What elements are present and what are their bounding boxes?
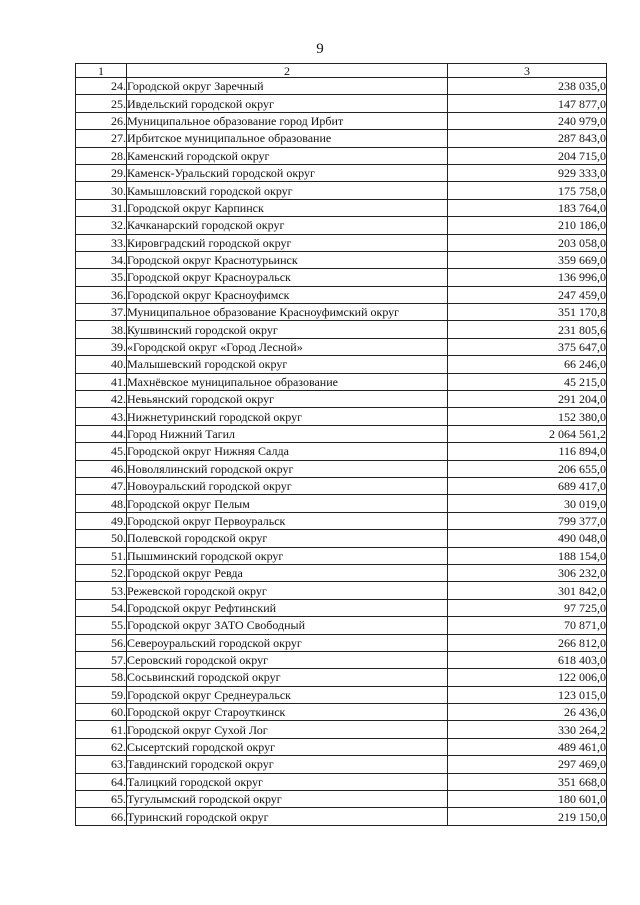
row-number: 37. bbox=[76, 304, 127, 321]
row-number: 45. bbox=[76, 443, 127, 460]
table-row bbox=[76, 199, 607, 216]
table-row bbox=[76, 147, 607, 164]
table-row bbox=[76, 425, 607, 442]
row-amount: 297 469,0 bbox=[448, 756, 607, 773]
allocation-table bbox=[75, 63, 607, 826]
row-number: 31. bbox=[76, 199, 127, 216]
municipality-name: Муниципальное образование город Ирбит bbox=[127, 112, 448, 129]
municipality-name: Сосьвинский городской округ bbox=[127, 669, 448, 686]
table-row bbox=[76, 477, 607, 494]
table-row bbox=[76, 738, 607, 755]
table-row bbox=[76, 495, 607, 512]
row-amount: 306 232,0 bbox=[448, 564, 607, 581]
row-amount: 351 668,0 bbox=[448, 773, 607, 790]
table-row bbox=[76, 356, 607, 373]
row-number: 53. bbox=[76, 582, 127, 599]
municipality-name: «Городской округ «Город Лесной» bbox=[127, 338, 448, 355]
municipality-name: Городской округ Ревда bbox=[127, 564, 448, 581]
row-amount: 26 436,0 bbox=[448, 704, 607, 721]
table-body bbox=[76, 78, 607, 826]
table-row bbox=[76, 599, 607, 616]
municipality-name: Каменский городской округ bbox=[127, 147, 448, 164]
row-amount: 206 655,0 bbox=[448, 460, 607, 477]
row-amount: 291 204,0 bbox=[448, 391, 607, 408]
municipality-name: Городской округ Красноуфимск bbox=[127, 286, 448, 303]
municipality-name: Ирбитское муниципальное образование bbox=[127, 130, 448, 147]
row-number: 62. bbox=[76, 738, 127, 755]
municipality-name: Ивдельский городской округ bbox=[127, 95, 448, 112]
table-row bbox=[76, 304, 607, 321]
table-row bbox=[76, 95, 607, 112]
municipality-name: Городской округ Заречный bbox=[127, 78, 448, 95]
municipality-name: Городской округ Сухой Лог bbox=[127, 721, 448, 738]
row-number: 40. bbox=[76, 356, 127, 373]
row-amount: 204 715,0 bbox=[448, 147, 607, 164]
row-amount: 2 064 561,2 bbox=[448, 425, 607, 442]
row-number: 32. bbox=[76, 217, 127, 234]
table-row bbox=[76, 773, 607, 790]
municipality-name: Серовский городской округ bbox=[127, 651, 448, 668]
row-amount: 351 170,8 bbox=[448, 304, 607, 321]
municipality-name: Городской округ ЗАТО Свободный bbox=[127, 617, 448, 634]
municipality-name: Городской округ Краснотурьинск bbox=[127, 251, 448, 268]
municipality-name: Североуральский городской округ bbox=[127, 634, 448, 651]
row-number: 30. bbox=[76, 182, 127, 199]
row-amount: 175 758,0 bbox=[448, 182, 607, 199]
municipality-name: Режевской городской округ bbox=[127, 582, 448, 599]
row-number: 64. bbox=[76, 773, 127, 790]
row-amount: 359 669,0 bbox=[448, 251, 607, 268]
row-number: 52. bbox=[76, 564, 127, 581]
row-number: 50. bbox=[76, 530, 127, 547]
row-number: 34. bbox=[76, 251, 127, 268]
municipality-name: Кушвинский городской округ bbox=[127, 321, 448, 338]
table-row bbox=[76, 704, 607, 721]
row-amount: 116 894,0 bbox=[448, 443, 607, 460]
row-amount: 66 246,0 bbox=[448, 356, 607, 373]
row-number: 24. bbox=[76, 78, 127, 95]
row-amount: 490 048,0 bbox=[448, 530, 607, 547]
row-amount: 689 417,0 bbox=[448, 477, 607, 494]
municipality-name: Городской округ Рефтинский bbox=[127, 599, 448, 616]
row-amount: 240 979,0 bbox=[448, 112, 607, 129]
municipality-name: Городской округ Среднеуральск bbox=[127, 686, 448, 703]
row-amount: 929 333,0 bbox=[448, 164, 607, 181]
municipality-name: Городской округ Первоуральск bbox=[127, 512, 448, 529]
row-number: 36. bbox=[76, 286, 127, 303]
municipality-name: Полевской городской округ bbox=[127, 530, 448, 547]
table-row bbox=[76, 634, 607, 651]
municipality-name: Невьянский городской округ bbox=[127, 391, 448, 408]
row-number: 46. bbox=[76, 460, 127, 477]
table-row bbox=[76, 408, 607, 425]
row-amount: 152 380,0 bbox=[448, 408, 607, 425]
row-amount: 301 842,0 bbox=[448, 582, 607, 599]
row-number: 26. bbox=[76, 112, 127, 129]
row-amount: 147 877,0 bbox=[448, 95, 607, 112]
table-row bbox=[76, 182, 607, 199]
municipality-name: Сысертский городской округ bbox=[127, 738, 448, 755]
row-number: 57. bbox=[76, 651, 127, 668]
row-number: 65. bbox=[76, 791, 127, 808]
row-number: 54. bbox=[76, 599, 127, 616]
row-number: 42. bbox=[76, 391, 127, 408]
row-amount: 97 725,0 bbox=[448, 599, 607, 616]
row-number: 25. bbox=[76, 95, 127, 112]
row-amount: 231 805,6 bbox=[448, 321, 607, 338]
row-number: 66. bbox=[76, 808, 127, 825]
table-row bbox=[76, 217, 607, 234]
table-header bbox=[76, 64, 607, 78]
municipality-name: Каменск-Уральский городской округ bbox=[127, 164, 448, 181]
table-row bbox=[76, 564, 607, 581]
table-row bbox=[76, 808, 607, 825]
table-row bbox=[76, 582, 607, 599]
row-number: 49. bbox=[76, 512, 127, 529]
row-amount: 203 058,0 bbox=[448, 234, 607, 251]
row-number: 63. bbox=[76, 756, 127, 773]
table-row bbox=[76, 443, 607, 460]
row-number: 60. bbox=[76, 704, 127, 721]
municipality-name: Талицкий городской округ bbox=[127, 773, 448, 790]
municipality-name: Муниципальное образование Красноуфимский округ bbox=[127, 304, 448, 321]
table-row bbox=[76, 251, 607, 268]
row-number: 38. bbox=[76, 321, 127, 338]
row-number: 28. bbox=[76, 147, 127, 164]
row-amount: 70 871,0 bbox=[448, 617, 607, 634]
row-number: 55. bbox=[76, 617, 127, 634]
municipality-name: Кировградский городской округ bbox=[127, 234, 448, 251]
row-number: 59. bbox=[76, 686, 127, 703]
row-number: 56. bbox=[76, 634, 127, 651]
municipality-name: Город Нижний Тагил bbox=[127, 425, 448, 442]
row-amount: 210 186,0 bbox=[448, 217, 607, 234]
row-amount: 122 006,0 bbox=[448, 669, 607, 686]
table-row bbox=[76, 669, 607, 686]
municipality-name: Городской округ Красноуральск bbox=[127, 269, 448, 286]
table-row bbox=[76, 617, 607, 634]
table-row bbox=[76, 373, 607, 390]
municipality-name: Тугулымский городской округ bbox=[127, 791, 448, 808]
row-amount: 266 812,0 bbox=[448, 634, 607, 651]
municipality-name: Махнёвское муниципальное образование bbox=[127, 373, 448, 390]
table-row bbox=[76, 686, 607, 703]
row-amount: 180 601,0 bbox=[448, 791, 607, 808]
header-col-3: 3 bbox=[448, 64, 607, 78]
row-number: 47. bbox=[76, 477, 127, 494]
municipality-name: Туринский городской округ bbox=[127, 808, 448, 825]
row-number: 51. bbox=[76, 547, 127, 564]
table-row bbox=[76, 391, 607, 408]
municipality-name: Тавдинский городской округ bbox=[127, 756, 448, 773]
row-amount: 45 215,0 bbox=[448, 373, 607, 390]
row-amount: 30 019,0 bbox=[448, 495, 607, 512]
row-amount: 375 647,0 bbox=[448, 338, 607, 355]
municipality-name: Городской округ Карпинск bbox=[127, 199, 448, 216]
row-number: 44. bbox=[76, 425, 127, 442]
table-row bbox=[76, 530, 607, 547]
table-row bbox=[76, 234, 607, 251]
municipality-name: Нижнетуринский городской округ bbox=[127, 408, 448, 425]
table-row bbox=[76, 460, 607, 477]
row-amount: 136 996,0 bbox=[448, 269, 607, 286]
table-row bbox=[76, 78, 607, 95]
municipality-name: Качканарский городской округ bbox=[127, 217, 448, 234]
header-col-2: 2 bbox=[127, 64, 448, 78]
row-amount: 799 377,0 bbox=[448, 512, 607, 529]
table-row bbox=[76, 269, 607, 286]
table-row bbox=[76, 721, 607, 738]
row-amount: 489 461,0 bbox=[448, 738, 607, 755]
table-row bbox=[76, 112, 607, 129]
municipality-name: Новоуральский городской округ bbox=[127, 477, 448, 494]
table-row bbox=[76, 321, 607, 338]
row-number: 41. bbox=[76, 373, 127, 390]
municipality-name: Пышминский городской округ bbox=[127, 547, 448, 564]
table-row bbox=[76, 130, 607, 147]
row-amount: 247 459,0 bbox=[448, 286, 607, 303]
table-row bbox=[76, 547, 607, 564]
row-number: 58. bbox=[76, 669, 127, 686]
table-row bbox=[76, 791, 607, 808]
row-amount: 287 843,0 bbox=[448, 130, 607, 147]
row-number: 29. bbox=[76, 164, 127, 181]
row-number: 33. bbox=[76, 234, 127, 251]
table-row bbox=[76, 164, 607, 181]
row-number: 48. bbox=[76, 495, 127, 512]
municipality-name: Городской округ Нижняя Салда bbox=[127, 443, 448, 460]
municipality-name: Городской округ Пелым bbox=[127, 495, 448, 512]
municipality-name: Новолялинский городской округ bbox=[127, 460, 448, 477]
header-col-1: 1 bbox=[76, 64, 127, 78]
table-row bbox=[76, 651, 607, 668]
row-amount: 618 403,0 bbox=[448, 651, 607, 668]
row-amount: 330 264,2 bbox=[448, 721, 607, 738]
header-row bbox=[76, 64, 607, 78]
municipality-name: Малышевский городской округ bbox=[127, 356, 448, 373]
table-row bbox=[76, 338, 607, 355]
row-amount: 219 150,0 bbox=[448, 808, 607, 825]
row-number: 43. bbox=[76, 408, 127, 425]
row-amount: 238 035,0 bbox=[448, 78, 607, 95]
row-number: 39. bbox=[76, 338, 127, 355]
table-row bbox=[76, 512, 607, 529]
row-amount: 123 015,0 bbox=[448, 686, 607, 703]
row-number: 35. bbox=[76, 269, 127, 286]
municipality-name: Камышловский городской округ bbox=[127, 182, 448, 199]
table-row bbox=[76, 756, 607, 773]
page-number: 9 bbox=[316, 41, 324, 57]
table-row bbox=[76, 286, 607, 303]
row-number: 27. bbox=[76, 130, 127, 147]
municipality-name: Городской округ Староуткинск bbox=[127, 704, 448, 721]
row-amount: 183 764,0 bbox=[448, 199, 607, 216]
row-number: 61. bbox=[76, 721, 127, 738]
row-amount: 188 154,0 bbox=[448, 547, 607, 564]
